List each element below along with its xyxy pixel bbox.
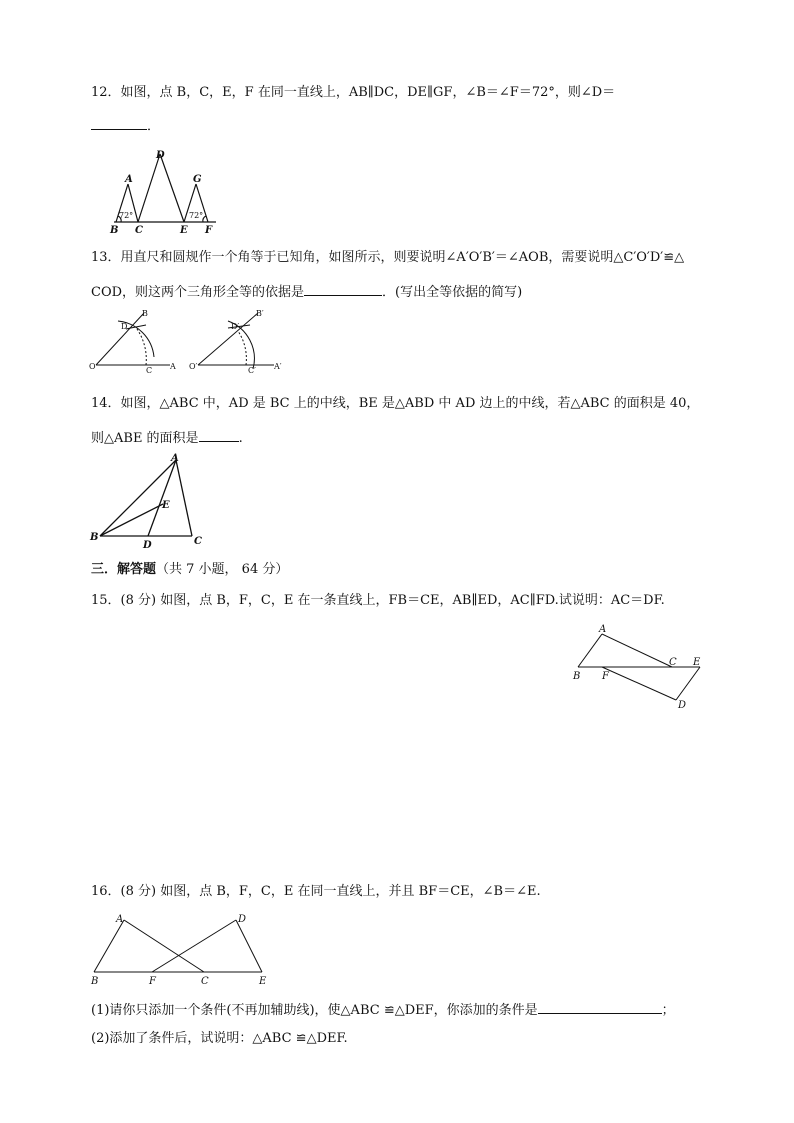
q12-label-F: F [205,225,213,236]
q13-label-C2: C′ [248,366,256,375]
q14-line1 [91,395,699,413]
q16-stem: 16．(8 分) 如图，点 B，F，C，E 在同一直线上，并且 BF＝CE，∠B＝∠E. [91,884,541,899]
q16-label-C: C [201,976,209,987]
q16-label-D: D [238,914,247,925]
q12-label-C: C [135,225,143,236]
q13-line2 [91,281,522,302]
q16-label-A: A [116,914,124,925]
q15-label-A: A [599,624,607,635]
q12-figure [108,146,220,234]
q14-tail: . [238,431,243,446]
q12-angle-F: 72° [189,211,204,220]
q13-answer-blank[interactable] [304,281,382,296]
q13-label-B2: B′ [256,309,264,318]
q12-label-B: B [110,225,119,236]
q13-line1 [91,249,684,267]
q13-label-A: A [170,362,176,371]
q14-label-D: D [143,540,152,551]
q14-figure [88,452,210,551]
q15-label-E: E [693,657,701,668]
q13-figure [88,307,288,377]
section3-heading [91,561,288,579]
q15-label-B: B [573,671,581,682]
q12-label-A: A [125,174,133,185]
q14-stem: 14．如图，△ABC 中，AD 是 BC 上的中线，BE 是△ABD 中 AD 边上的中线，若△ABC 的面积是 40， [91,396,700,411]
q16-part1 [91,999,675,1020]
q14-stem-cont: 则△ABE 的面积是 [91,431,199,446]
q16-part2-text: (2)添加了条件后，试说明：△ABC ≌△DEF. [91,1031,348,1046]
q13-label-A2: A′ [274,362,282,371]
q12-angle-B: 72° [119,211,134,220]
q13-tail: ．(写出全等依据的简写) [382,285,523,300]
q15-text [91,592,665,610]
q15-label-D: D [678,700,687,711]
q14-answer-blank[interactable] [199,427,239,442]
q16-answer-blank[interactable] [538,999,662,1014]
q12-text [91,84,615,102]
q16-part1-tail: ； [661,1003,675,1018]
q13-label-D: D [121,322,128,331]
q15-figure [568,622,708,712]
q13-label-O: O [89,362,96,371]
q16-label-B: B [91,976,99,987]
q12-stem: 12．如图，点 B，C，E，F 在同一直线上，AB∥DC，DE∥GF，∠B＝∠F＝72°，则∠D＝ [91,85,616,100]
q13-label-C: C [146,366,153,375]
q14-line2 [91,427,243,448]
q14-label-C: C [194,536,202,547]
q13-label-D2: D′ [231,322,240,331]
q15-label-F: F [602,671,609,682]
q16-label-F: F [149,976,156,987]
q16-figure [88,910,272,986]
q13-stem-cont: COD，则这两个三角形全等的依据是 [91,285,305,300]
q12-label-E: E [180,225,188,236]
q16-part1-text: (1)请你只添加一个条件(不再加辅助线)，使△ABC ≌△DEF，你添加的条件是 [91,1003,538,1018]
section3-title: 三．解答题 [91,562,157,577]
q14-label-A: A [171,453,179,464]
q12-answer-line [91,115,160,136]
q16-text [91,883,541,901]
q13-stem: 13．用直尺和圆规作一个角等于已知角，如图所示，则要说明∠A′O′B′＝∠AOB，需要说明△C′O′D′≌△ [91,250,685,265]
q15-stem: 15．(8 分) 如图，点 B，F，C，E 在一条直线上，FB＝CE，AB∥ED，AC∥FD.试说明：AC＝DF. [91,593,665,608]
q13-label-O2: O′ [189,362,198,371]
q12-answer-blank[interactable] [91,115,147,130]
q16-label-E: E [259,976,267,987]
q12-label-D: D [156,150,165,161]
q13-label-B: B [142,309,148,318]
q14-label-B: B [90,532,99,543]
section3-note: （共 7 小题， 64 分） [156,562,289,577]
q15-label-C: C [669,657,677,668]
q12-label-G: G [193,174,202,185]
q16-part2 [91,1030,348,1048]
q14-label-E: E [162,500,170,511]
q12-tail: ． [147,119,161,134]
